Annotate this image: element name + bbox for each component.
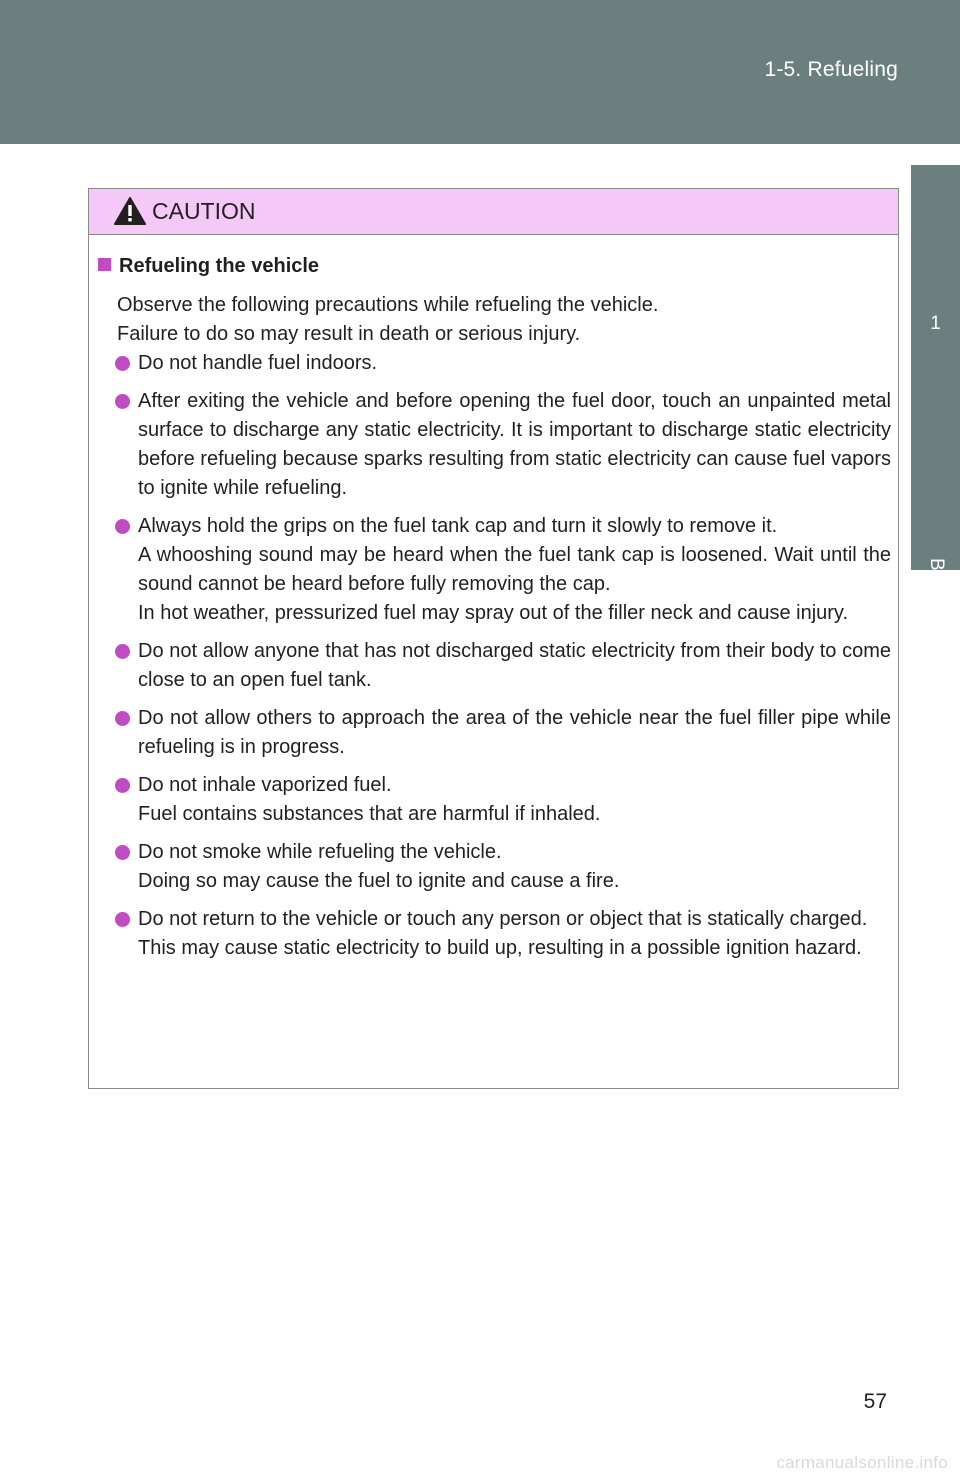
- section-title: 1-5. Refueling: [764, 58, 898, 81]
- intro-line: Failure to do so may result in death or serious injury.: [117, 323, 581, 345]
- chapter-number: 1: [930, 313, 941, 334]
- list-item-text: Do not handle fuel indoors.: [138, 352, 378, 374]
- page-number: 57: [863, 1390, 887, 1413]
- list-item-text: Do not return to the vehicle or touch any person or object that is statically charged.: [138, 908, 868, 930]
- caution-intro: [117, 291, 877, 349]
- list-item-text: Do not allow anyone that has not discharged static electricity from their body to come close to an open fuel tank.: [138, 640, 891, 691]
- list-item-text: Do not allow others to approach the area of the vehicle near the fuel filler pipe while refueling is in progress.: [138, 707, 891, 758]
- list-item-text: This may cause static electricity to build up, resulting in a possible ignition hazard.: [138, 937, 862, 959]
- precaution-list: [115, 349, 891, 972]
- list-item-text: A whooshing sound may be heard when the fuel tank cap is loosened. Wait until the sound cannot be heard before fully removing the cap.: [138, 544, 891, 595]
- list-item: [115, 512, 891, 628]
- list-item: [115, 905, 891, 963]
- bullet-dot-icon: [115, 711, 130, 726]
- list-item: [115, 771, 891, 829]
- square-bullet-icon: [98, 258, 111, 271]
- bullet-dot-icon: [115, 519, 130, 534]
- caution-title: CAUTION: [152, 198, 256, 224]
- list-item-text: Fuel contains substances that are harmful if inhaled.: [138, 803, 601, 825]
- bullet-dot-icon: [115, 644, 130, 659]
- bullet-dot-icon: [115, 778, 130, 793]
- chapter-side-tab: [911, 165, 960, 676]
- list-item: [115, 838, 891, 896]
- caution-header: [89, 189, 898, 235]
- list-item: [115, 349, 891, 378]
- list-item-text: Do not smoke while refueling the vehicle.: [138, 841, 502, 863]
- list-item-text: In hot weather, pressurized fuel may spray out of the filler neck and cause injury.: [138, 602, 848, 624]
- list-item: [115, 387, 891, 503]
- list-item-text: After exiting the vehicle and before opening the fuel door, touch an unpainted metal surface to discharge any static electricity. It is important to discharge static electricity before refueling because sparks resulting from static electricity can cause fuel vapors to ignite while refueling.: [138, 390, 891, 499]
- bullet-dot-icon: [115, 394, 130, 409]
- chapter-label: Before driving: [926, 558, 947, 676]
- watermark: carmanualsonline.info: [776, 1453, 948, 1472]
- list-item-text: Do not inhale vaporized fuel.: [138, 774, 392, 796]
- list-item: [115, 637, 891, 695]
- bullet-dot-icon: [115, 912, 130, 927]
- list-item-text: Always hold the grips on the fuel tank cap and turn it slowly to remove it.: [138, 515, 778, 537]
- bullet-dot-icon: [115, 356, 130, 371]
- intro-line: Observe the following precautions while refueling the vehicle.: [117, 294, 659, 316]
- caution-box: [88, 188, 899, 1089]
- list-item: [115, 704, 891, 762]
- header-bar: [0, 0, 960, 144]
- bullet-dot-icon: [115, 845, 130, 860]
- warning-triangle-icon: [114, 197, 146, 225]
- list-item-text: Doing so may cause the fuel to ignite and cause a fire.: [138, 870, 620, 892]
- caution-heading-text: Refueling the vehicle: [119, 255, 320, 277]
- caution-heading: [98, 255, 319, 278]
